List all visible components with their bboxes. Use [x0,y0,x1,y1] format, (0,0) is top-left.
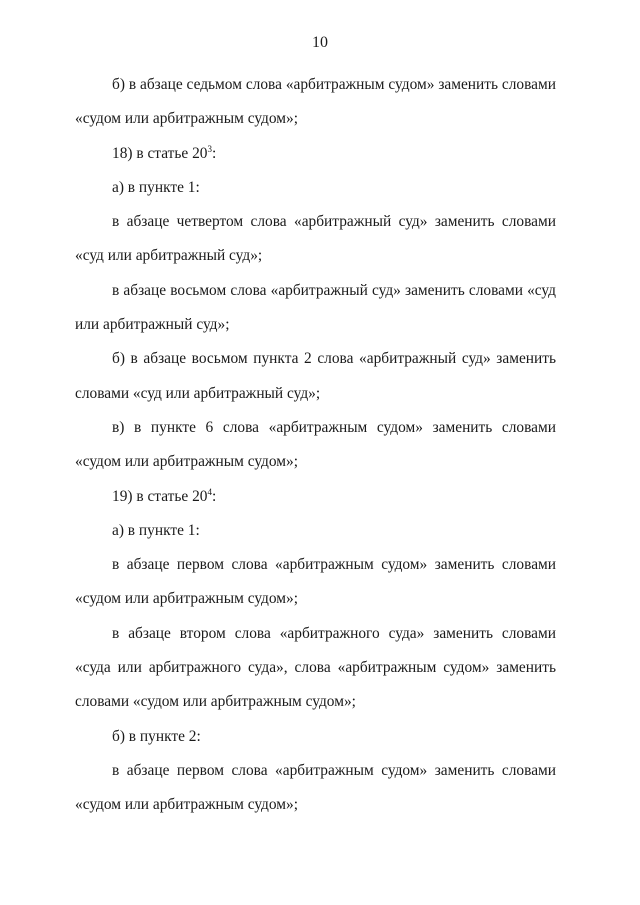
paragraph: б) в абзаце восьмом пункта 2 слова «арбитражный суд» заменить словами «суд или арбитражный суд»; [75,350,556,402]
paragraph: в абзаце втором слова «арбитражного суда» заменить словами «суда или арбитражного суда», слова «арбитражным судом» заменить словами «судом или арбитражным судом»; [75,624,556,711]
article-heading-text: 19) в статье 20 [112,487,208,505]
paragraph-article-heading [75,480,556,514]
article-superscript: 4 [207,486,212,497]
document-body [75,68,556,823]
article-heading-colon: : [211,487,217,505]
paragraph: б) в абзаце седьмом слова «арбитражным судом» заменить словами «судом или арбитражным судом»; [75,76,556,128]
article-heading-text: 18) в статье 20 [112,144,208,162]
paragraph: в абзаце четвертом слова «арбитражный суд» заменить словами «суд или арбитражный суд»; [75,213,556,265]
paragraph: в абзаце первом слова «арбитражным судом» заменить словами «судом или арбитражным судом»; [75,556,556,608]
paragraph-article-heading [75,137,556,171]
paragraph: в абзаце восьмом слова «арбитражный суд» заменить словами «суд или арбитражный суд»; [75,281,556,334]
page-number: 10 [312,34,328,51]
article-heading-colon: : [211,144,217,162]
paragraph: а) в пункте 1: [112,521,200,539]
paragraph: б) в пункте 2: [112,727,201,745]
paragraph: а) в пункте 1: [112,178,200,196]
paragraph: в) в пункте 6 слова «арбитражным судом» заменить словами «судом или арбитражным судом»; [75,418,556,471]
paragraph: в абзаце первом слова «арбитражным судом» заменить словами «судом или арбитражным судом»; [75,761,556,814]
article-superscript: 3 [207,143,212,154]
